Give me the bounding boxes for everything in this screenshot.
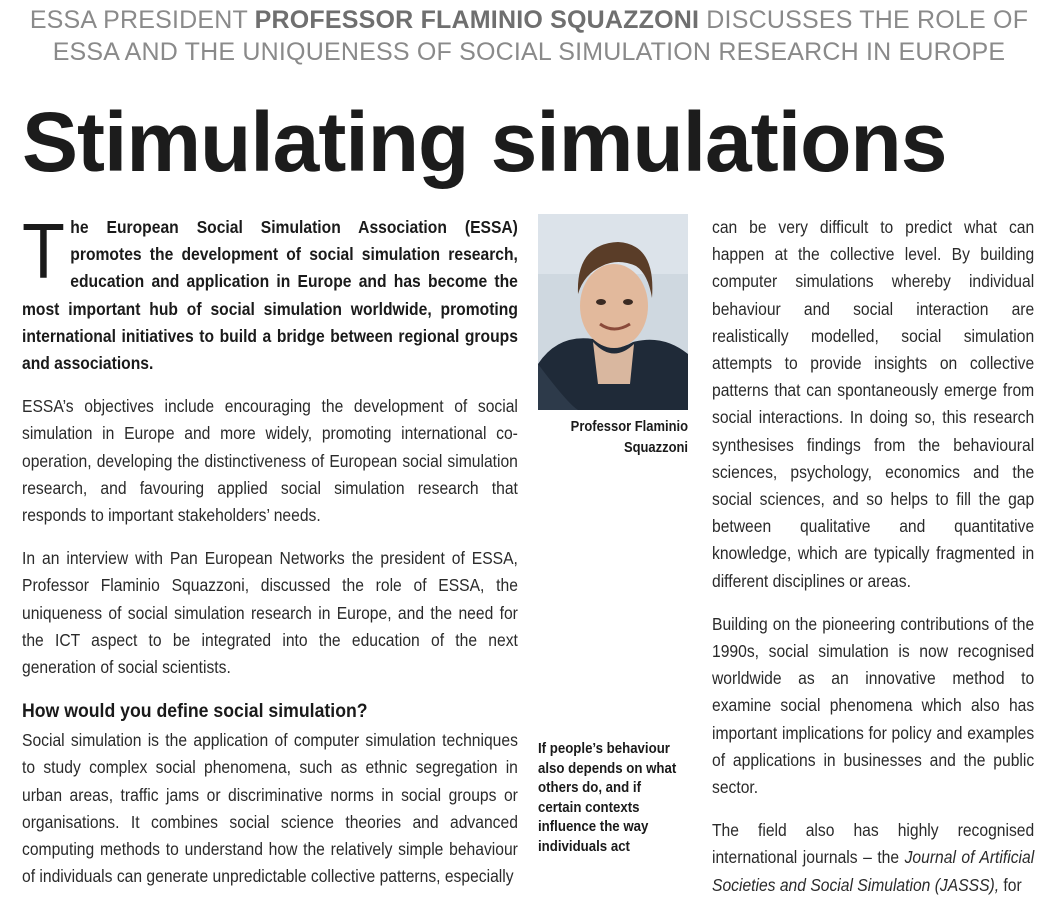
journal-title: Journal of Artificial Societies and Social Simulation (JASSS), — [712, 847, 1035, 895]
portrait-illustration — [538, 214, 688, 410]
journals-text-after: for — [999, 874, 1022, 895]
left-column — [22, 207, 518, 890]
article-headline: Stimulating simulations — [22, 95, 947, 189]
pull-quote: If people’s behaviour also depends on what others do, and if certain contexts influence the way individuals act — [538, 741, 677, 855]
portrait-photo — [538, 214, 688, 410]
photo-caption: Professor Flaminio Squazzoni — [570, 419, 688, 456]
drop-cap: T — [22, 207, 65, 295]
kicker-suffix: DISCUSSES THE ROLE OF ESSA AND THE UNIQUENESS OF SOCIAL SIMULATION RESEARCH IN EUROPE — [52, 6, 1029, 66]
answer-paragraph: Social simulation is the application of computer simulation techniques to study complex social phenomena, such as ethnic segregation in urban areas, traffic jams or discriminative norms in social groups or organisations. It combines social science theories and advanced computing methods to understand how the relatively simple behaviour of individuals can generate unpredictable collective patterns, especially — [22, 730, 518, 887]
middle-column — [538, 214, 690, 854]
paragraph-continued: can be very difficult to predict what can happen at the collective level. By building computer simulations whereby individual behaviour and social interaction are realistically modelled, social simulation attempts to provide insights on collective patterns that can spontaneously emerge from social interactions. In doing so, this research synthesises findings from the behavioural sciences, psychology, economics and the social sciences, and so helps to fill the gap between qualitative and quantitative knowledge, which are typically fragmented in different disciplines or areas. — [712, 217, 1035, 591]
question-heading: How would you define social simulation? — [22, 701, 368, 723]
paragraph-interview: In an interview with Pan European Networks the president of ESSA, Professor Flaminio Squazzoni, discussed the role of ESSA, the uniqueness of social simulation research in Europe, and the need for the ICT aspect to be integrated into the education of the next generation of social scientists. — [22, 548, 518, 678]
journals-text-before: The field also has highly recognised international journals – the — [712, 820, 1035, 868]
lead-text: he European Social Simulation Association (ESSA) promotes the development of social simulation research, education and application in Europe and has become the most important hub of social simulation worldwide, promoting international initiatives to build a bridge between regional groups and associations. — [22, 217, 518, 374]
paragraph-journals — [712, 817, 1034, 899]
kicker-text — [14, 4, 1044, 68]
paragraph-pioneering: Building on the pioneering contributions of the 1990s, social simulation is now recognised worldwide as an innovative method to examine social phenomena which also has important implications for policy and examples of applications in businesses and the public sector. — [712, 613, 1035, 798]
lead-paragraph — [22, 207, 518, 377]
kicker-name: PROFESSOR FLAMINIO SQUAZZONI — [254, 6, 700, 34]
kicker-prefix: ESSA PRESIDENT — [29, 6, 255, 34]
right-column — [712, 214, 1034, 899]
paragraph-objectives: ESSA’s objectives include encouraging the development of social simulation in Europe and more widely, promoting international co-operation, developing the distinctiveness of European social simulation research, and favouring applied social simulation research that responds to important stakeholders’ needs. — [22, 396, 518, 526]
